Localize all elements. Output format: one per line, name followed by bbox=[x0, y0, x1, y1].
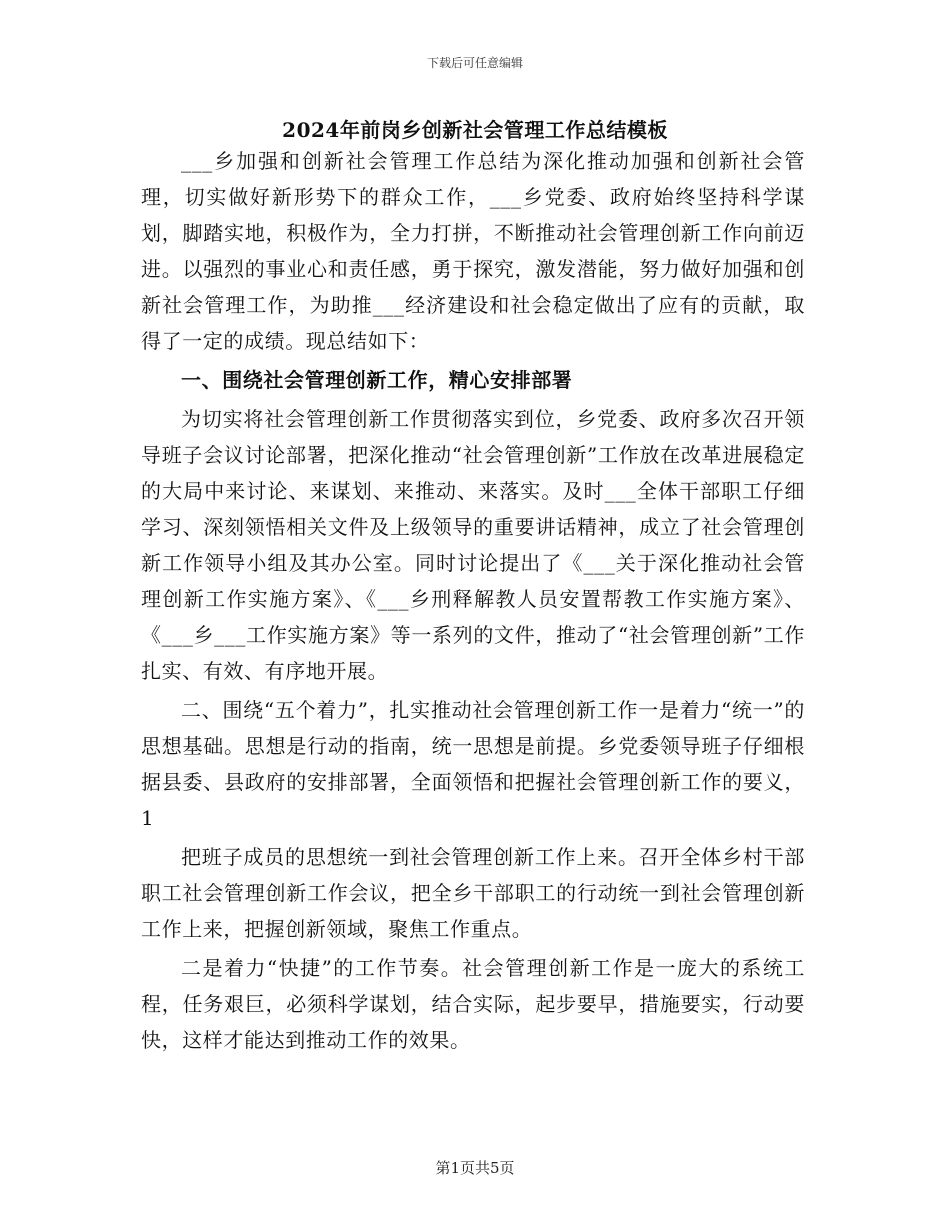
page-number: 第1页共5页 bbox=[435, 1159, 515, 1177]
section-one-paragraph: 为切实将社会管理创新工作贯彻落实到位，乡党委、政府多次召开领导班子会议讨论部署，把深化推动“社会管理创新”工作放在改革进展稳定的大局中来讨论、来谋划、来推动、来落实。及时___全体干部职工仔细学习、深刻领悟相关文件及上级领导的重要讲话精神，成立了社会管理创新工作领导小组及其办公室。同时讨论提出了《___关于深化推动社会管理创新工作实施方案》、《___乡刑释解教人员安置帮教工作实施方案》、《___乡___工作实施方案》等一系列的文件，推动了“社会管理创新”工作扎实、有效、有序地开展。 bbox=[141, 407, 805, 683]
intro-paragraph: ___乡加强和创新社会管理工作总结为深化推动加强和创新社会管理，切实做好新形势下的群众工作，___乡党委、政府始终坚持科学谋划，脚踏实地，积极作为，全力打拼，不断推动社会管理创新工作向前迈进。以强烈的事业心和责任感，勇于探究，激发潜能，努力做好加强和创新社会管理工作，为助推___经济建设和社会稳定做出了应有的贡献，取得了一定的成绩。现总结如下： bbox=[141, 149, 805, 353]
section-heading-one: 一、围绕社会管理创新工作，精心安排部署 bbox=[181, 368, 573, 392]
point-two-paragraph: 二是着力“快捷”的工作节奏。社会管理创新工作是一庞大的系统工程，任务艰巨，必须科学谋划，结合实际，起步要早，措施要实，行动要快，这样才能达到推动工作的效果。 bbox=[141, 956, 805, 1052]
section-two-paragraph: 二、围绕“五个着力”，扎实推动社会管理创新工作一是着力“统一”的思想基础。思想是行动的指南，统一思想是前提。乡党委领导班子仔细根据县委、县政府的安排部署，全面领悟和把握社会管理创新工作的要义，1 bbox=[141, 698, 805, 830]
document-title: 2024年前岗乡创新社会管理工作总结模板 bbox=[282, 118, 668, 142]
document-body bbox=[141, 143, 805, 1061]
continuation-paragraph: 把班子成员的思想统一到社会管理创新工作上来。召开全体乡村干部职工社会管理创新工作会议，把全乡干部职工的行动统一到社会管理创新工作上来，把握创新领域，聚焦工作重点。 bbox=[141, 845, 805, 941]
page-header-note: 下载后可任意编辑 bbox=[426, 56, 523, 70]
